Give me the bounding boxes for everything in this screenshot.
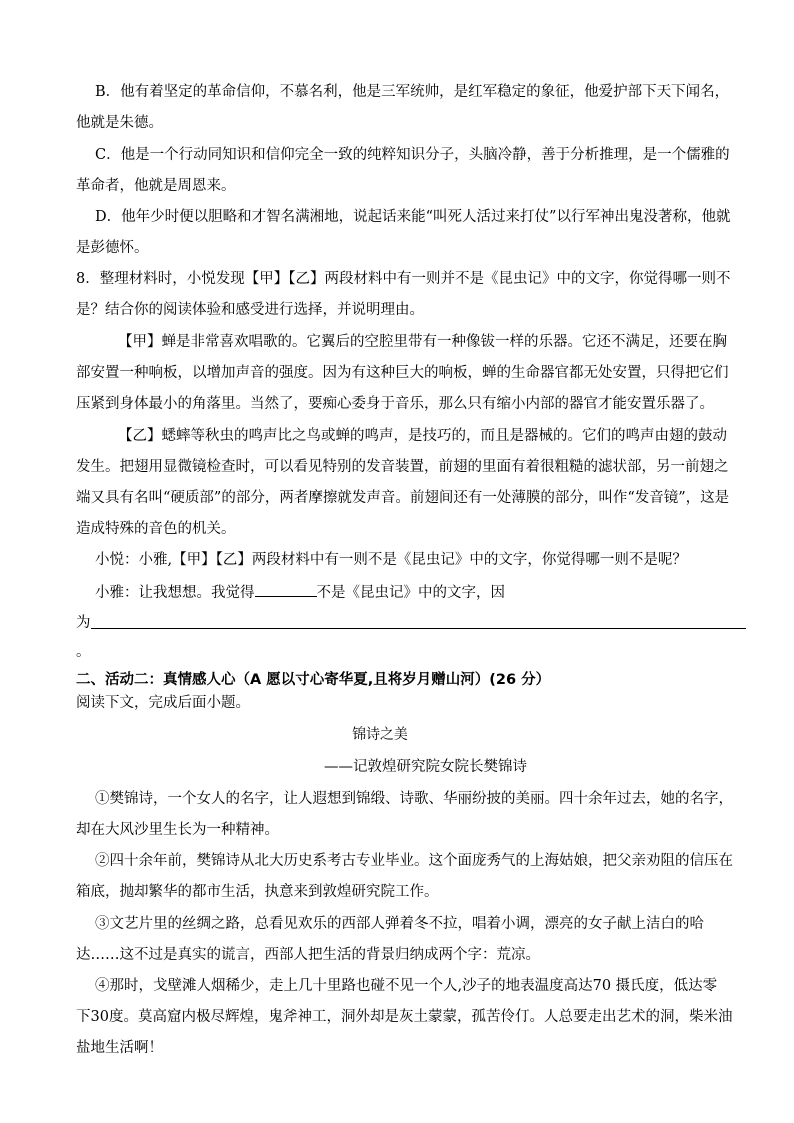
article-p2-line2: 箱底，抛却繁华的都市生活，执意来到敦煌研究院工作。	[76, 884, 439, 900]
section-2-heading: 二、活动二：真情感人心（A 愿以寸心寄华夏,且将岁月赠山河）(26 分）	[76, 672, 551, 688]
option-b-line1: B．他有着坚定的革命信仰，不慕名利，他是三军统帅，是红军稳定的象征，他爱护部下天下闻名，	[95, 84, 730, 100]
option-d-line2: 是彭德怀。	[76, 240, 149, 256]
article-p1-line1: ①樊锦诗，一个女人的名字，让人遐想到锦缎、诗歌、华丽纷披的美丽。四十余年过去，她的名字，	[95, 791, 733, 807]
material-yi-line2: 发生。把翅用显微镜检查时，可以看见特别的发音装置，前翅的里面有着很粗糙的滤状部，另一前翅之	[76, 459, 729, 475]
article-subtitle: ——记敦煌研究院女院长樊锦诗	[324, 759, 527, 775]
article-p4-line3: 盐地生活啊！	[76, 1040, 163, 1056]
material-yi-line4: 造成特殊的音色的机关。	[76, 521, 236, 537]
answer-line[interactable]	[91, 628, 746, 629]
dialogue-xiaoya-before: 小雅：让我想想。我觉得	[95, 585, 255, 601]
article-p1-line2: 却在大风沙里生长为一种精神。	[76, 822, 279, 838]
dialogue-xiaoya	[95, 582, 505, 603]
article-p3-line2: 达……这不过是真实的谎言，西部人把生活的背景归纳成两个字：荒凉。	[76, 947, 540, 963]
question-8-line2: 是？结合你的阅读体验和感受进行选择，并说明理由。	[76, 302, 424, 318]
article-title: 锦诗之美	[352, 727, 408, 743]
material-yi-line3: 端又具有名叫“硬质部”的部分，两者摩擦就发声音。前翅间还有一处薄膜的部分，叫作“发音镜”，这是	[76, 490, 730, 506]
option-c-line2: 革命者，他就是周恩来。	[76, 178, 236, 194]
option-c-line1: C．他是一个行动同知识和信仰完全一致的纯粹知识分子，头脑冷静，善于分析推理，是一个儒雅的	[95, 147, 730, 163]
answer-blank[interactable]	[255, 582, 317, 597]
article-p4-line1: ④那时，戈壁滩人烟稀少，走上几十里路也碰不见一个人,沙子的地表温度高达70 摄氏度，低达零	[95, 978, 718, 994]
question-8-line1: 8．整理材料时，小悦发现【甲】【乙】两段材料中有一则并不是《昆虫记》中的文字，你觉得哪一则不	[76, 271, 731, 287]
material-yi-line1: 【乙】蟋蟀等秋虫的鸣声比之鸟或蝉的鸣声，是技巧的，而且是器械的。它们的鸣声由翅的鼓动	[118, 428, 727, 444]
option-b-line2: 他就是朱德。	[76, 115, 163, 131]
dialogue-wei: 为	[76, 615, 91, 631]
article-p4-line2: 下30度。莫高窟内极尽辉煌，鬼斧神工，洞外却是灰土蒙蒙，孤苦伶仃。人总要走出艺术的洞，柴米油	[76, 1009, 733, 1025]
article-p3-line1: ③文艺片里的丝绸之路，总看见欢乐的西部人弹着冬不拉，唱着小调，漂亮的女子献上洁白的哈	[95, 916, 704, 932]
article-p2-line1: ②四十余年前，樊锦诗从北大历史系考古专业毕业。这个面庞秀气的上海姑娘，把父亲劝阻的信压在	[95, 853, 733, 869]
material-jia-line2: 部安置一种响板，以增加声音的强度。因为有这种巨大的响板，蝉的生命器官都无处安置，只得把它们	[76, 365, 729, 381]
section-2-instruction: 阅读下文，完成后面小题。	[76, 695, 250, 711]
option-d-line1: D．他年少时便以胆略和才智名满湘地，说起话来能“叫死人活过来打仗”以行军神出鬼没著称，他就	[95, 209, 731, 225]
material-jia-line3: 压紧到身体最小的角落里。当然了，要痴心委身于音乐，那么只有缩小内部的器官才能安置乐器了。	[76, 396, 714, 412]
dialogue-end-mark: 。	[76, 644, 91, 660]
dialogue-xiaoyue: 小悦：小雅,【甲】【乙】两段材料中有一则不是《昆虫记》中的文字，你觉得哪一则不是呢？	[95, 552, 687, 568]
dialogue-xiaoya-after: 不是《昆虫记》中的文字，因	[316, 585, 505, 601]
material-jia-line1: 【甲】蝉是非常喜欢唱歌的。它翼后的空腔里带有一种像钹一样的乐器。它还不满足，还要在胸	[118, 334, 727, 350]
